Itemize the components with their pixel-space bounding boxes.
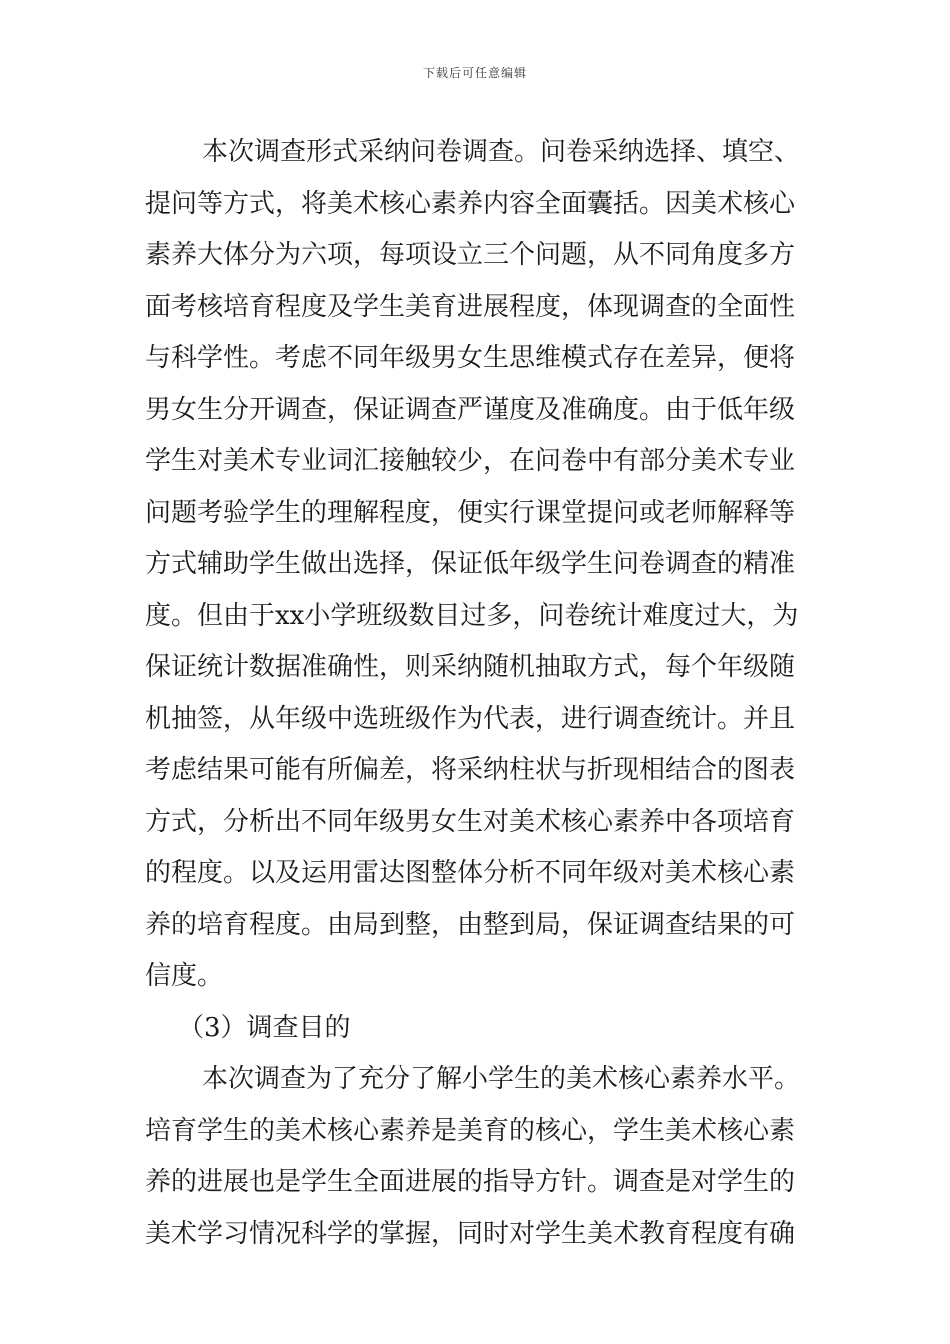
paragraph-line: 保证统计数据准确性，则采纳随机抽取方式，每个年级随 [145,652,796,682]
body-text [145,127,809,1260]
paragraph-line: 信度。 [145,961,224,991]
paragraph-line: 养的进展也是学生全面进展的指导方针。调查是对学生的 [145,1167,796,1197]
section-heading: （3）调查目的 [178,1012,351,1043]
download-note: 下载后可任意编辑 [422,66,527,80]
paragraph-line: 美术学习情况科学的掌握，同时对学生美术教育程度有确 [145,1218,796,1249]
paragraph-line: 男女生分开调查，保证调查严谨度及准确度。由于低年级 [145,394,796,425]
paragraph-line: 素养大体分为六项，每项设立三个问题，从不同角度多方 [145,240,796,270]
paragraph-line: 学生对美术专业词汇接触较少，在问卷中有部分美术专业 [145,446,796,476]
paragraph-line: 问题考验学生的理解程度，便实行课堂提问或老师解释等 [145,497,796,528]
paragraph-line: 的程度。以及运用雷达图整体分析不同年级对美术核心素 [145,858,796,888]
paragraph-line: 本次调查为了充分了解小学生的美术核心素养水平。 [202,1064,801,1094]
paragraph-line: 本次调查形式采纳问卷调查。问卷采纳选择、填空、 [202,137,801,167]
paragraph-line: 考虑结果可能有所偏差，将采纳柱状与折现相结合的图表 [145,755,796,785]
paragraph-line: 方式，分析出不同年级男女生对美术核心素养中各项培育 [145,806,796,837]
paragraph-line: 与科学性。考虑不同年级男女生思维模式存在差异，便将 [145,343,796,373]
paragraph-line: 提问等方式，将美术核心素养内容全面囊括。因美术核心 [145,188,796,219]
paragraph-line: 机抽签，从年级中选班级作为代表，进行调查统计。并且 [145,703,796,734]
paragraph-line: 培育学生的美术核心素养是美育的核心，学生美术核心素 [145,1115,796,1146]
paragraph-line: 养的培育程度。由局到整，由整到局，保证调查结果的可 [145,909,796,940]
paragraph-line: 度。但由于xx小学班级数目过多，问卷统计难度过大，为 [145,600,799,631]
paragraph-line: 面考核培育程度及学生美育进展程度，体现调查的全面性 [145,291,796,322]
paragraph-line: 方式辅助学生做出选择，保证低年级学生问卷调查的精准 [145,549,796,579]
